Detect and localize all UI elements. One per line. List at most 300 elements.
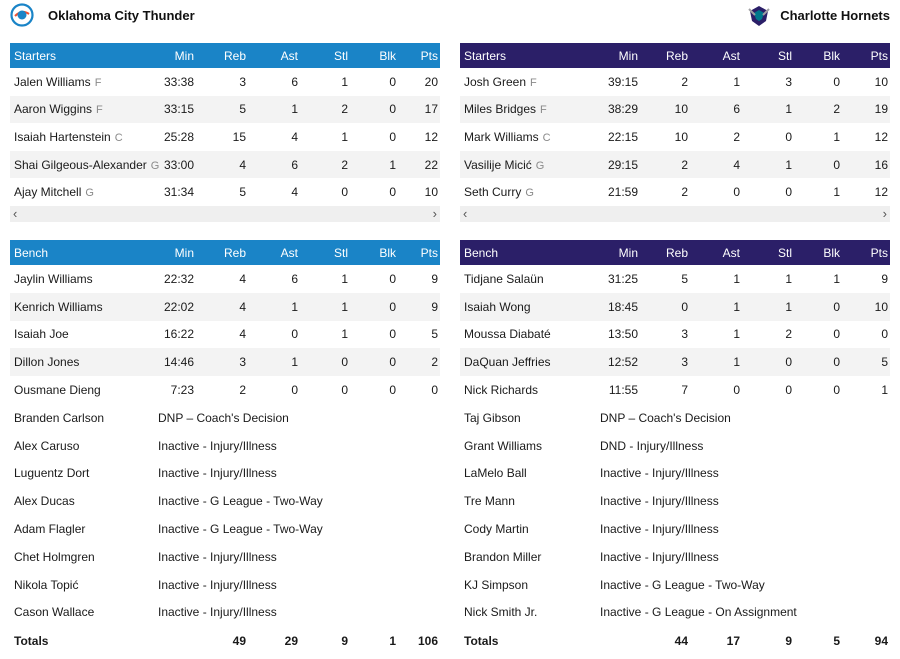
inactive-status: Inactive - Injury/Illness [158, 571, 440, 599]
stat-pts: 19 [842, 96, 890, 124]
player-name[interactable]: Isaiah Joe [14, 327, 69, 342]
inactive-player-row[interactable] [460, 543, 890, 571]
stat-stl: 0 [785, 383, 792, 398]
thunder-logo-icon [10, 3, 34, 27]
stat-ast: 1 [690, 293, 742, 321]
stat-min: 21:59 [607, 185, 638, 200]
player-name[interactable]: LaMelo Ball [464, 466, 527, 481]
player-cell [10, 178, 158, 206]
inactive-status: DNP – Coach's Decision [600, 404, 890, 432]
player-cell [460, 96, 600, 124]
stat-blk: 0 [350, 293, 398, 321]
player-row[interactable] [10, 293, 440, 321]
column-header-blk[interactable]: Blk [794, 43, 842, 68]
player-position: C [114, 131, 123, 144]
player-cell [10, 123, 158, 151]
stat-pts: 12 [874, 185, 888, 200]
player-cell [10, 348, 158, 376]
column-header-ast[interactable]: Ast [248, 240, 300, 265]
player-cell [10, 460, 158, 488]
column-header-blk[interactable]: Blk [350, 43, 398, 68]
player-cell [10, 68, 158, 96]
player-name[interactable]: Vasilije Micić [464, 157, 532, 172]
player-cell [10, 265, 158, 293]
stat-min: 14:46 [158, 348, 196, 376]
inactive-player-row[interactable] [460, 404, 890, 432]
stat-reb: 3 [196, 348, 248, 376]
player-name[interactable]: Ousmane Dieng [14, 383, 101, 398]
stat-ast: 1 [248, 293, 300, 321]
player-cell [10, 293, 158, 321]
player-row[interactable] [10, 96, 440, 124]
inactive-player-row[interactable] [10, 460, 440, 488]
stat-ast: 1 [690, 348, 742, 376]
player-position: C [542, 131, 551, 144]
column-header-ast[interactable]: Ast [690, 240, 742, 265]
player-cell [460, 599, 600, 627]
stat-pts: 10 [874, 74, 888, 89]
total-pts: 94 [874, 633, 888, 648]
stat-blk: 0 [833, 383, 840, 398]
total-reb: 49 [232, 633, 246, 648]
player-name[interactable]: Jalen Williams [14, 74, 91, 89]
stat-min: 38:29 [600, 96, 640, 124]
stat-pts: 0 [431, 383, 438, 398]
stat-blk: 0 [833, 327, 840, 342]
stat-reb: 10 [674, 129, 688, 144]
stat-reb: 4 [196, 293, 248, 321]
inactive-player-row[interactable] [10, 543, 440, 571]
player-name[interactable]: DaQuan Jeffries [464, 355, 551, 370]
player-row[interactable] [460, 376, 890, 404]
cha-bench-panel [460, 240, 890, 655]
totals-label: Totals [464, 633, 499, 648]
stat-blk: 0 [389, 129, 396, 144]
inactive-status: Inactive - Injury/Illness [158, 543, 440, 571]
stat-min: 33:15 [158, 96, 196, 124]
player-name[interactable]: Seth Curry [464, 185, 522, 200]
stat-pts: 5 [842, 348, 890, 376]
column-header-pts[interactable]: Pts [398, 240, 440, 265]
stat-stl: 0 [341, 383, 348, 398]
stat-blk: 0 [389, 74, 396, 89]
inactive-status: Inactive - G League - On Assignment [600, 599, 890, 627]
stat-ast: 0 [291, 383, 298, 398]
cha-team-name: Charlotte Hornets [780, 7, 890, 23]
column-header-reb[interactable]: Reb [196, 43, 248, 68]
stat-min: 25:28 [163, 129, 194, 144]
total-min [600, 626, 640, 655]
column-header-ast[interactable]: Ast [690, 43, 742, 68]
stat-ast: 4 [291, 129, 298, 144]
column-header-reb[interactable]: Reb [196, 240, 248, 265]
player-name[interactable]: Nick Richards [464, 383, 539, 398]
stat-min: 39:15 [607, 74, 638, 89]
player-name[interactable]: Cody Martin [464, 522, 529, 537]
stat-min: 16:22 [163, 327, 194, 342]
column-header-reb[interactable]: Reb [640, 43, 690, 68]
inactive-player-row[interactable] [10, 515, 440, 543]
player-cell [460, 68, 600, 96]
total-blk: 5 [833, 633, 840, 648]
player-name[interactable]: Adam Flagler [14, 522, 86, 537]
stat-ast: 2 [733, 129, 740, 144]
player-row[interactable] [460, 321, 890, 349]
stat-blk: 0 [794, 151, 842, 179]
player-cell [460, 571, 600, 599]
stat-pts: 0 [881, 327, 888, 342]
total-ast: 29 [284, 633, 298, 648]
stat-reb: 2 [681, 74, 688, 89]
stat-ast: 1 [733, 74, 740, 89]
stat-reb: 2 [681, 185, 688, 200]
stat-blk: 1 [350, 151, 398, 179]
table-header-row [460, 43, 890, 68]
stat-ast: 1 [733, 271, 740, 286]
player-name[interactable]: Nikola Topić [14, 577, 79, 592]
player-position: G [535, 159, 545, 172]
player-position: F [530, 76, 537, 89]
inactive-status: DND - Injury/Illness [600, 432, 890, 460]
stat-reb: 4 [196, 151, 248, 179]
player-position: F [94, 76, 102, 89]
stat-ast: 1 [248, 96, 300, 124]
stat-blk: 0 [833, 74, 840, 89]
player-cell [10, 543, 158, 571]
stat-ast: 0 [733, 383, 740, 398]
total-stl: 9 [785, 633, 792, 648]
stat-min: 22:32 [163, 271, 194, 286]
player-row[interactable] [10, 376, 440, 404]
stat-stl: 0 [341, 185, 348, 200]
player-position: F [96, 104, 103, 117]
stat-stl: 1 [341, 327, 348, 342]
stat-reb: 15 [232, 129, 246, 144]
inactive-status: Inactive - G League - Two-Way [158, 487, 440, 515]
column-header-blk[interactable]: Blk [350, 240, 398, 265]
okc-team-header[interactable] [10, 0, 195, 30]
stat-stl: 1 [785, 271, 792, 286]
inactive-player-row[interactable] [10, 571, 440, 599]
total-ast: 17 [726, 633, 740, 648]
column-header-stl[interactable]: Stl [300, 43, 350, 68]
total-blk: 1 [389, 633, 396, 648]
player-cell [460, 487, 600, 515]
player-row[interactable] [460, 178, 890, 206]
player-cell [460, 151, 600, 179]
player-cell [460, 178, 600, 206]
player-name[interactable]: Kenrich Williams [14, 299, 103, 314]
player-row[interactable] [10, 123, 440, 151]
cha-team-header[interactable] [746, 0, 890, 30]
table-header-row [10, 43, 440, 68]
stat-reb: 2 [640, 151, 690, 179]
inactive-player-row[interactable] [10, 599, 440, 627]
stat-reb: 5 [239, 185, 246, 200]
stat-reb: 4 [239, 271, 246, 286]
inactive-status: Inactive - G League - Two-Way [600, 571, 890, 599]
cha-starters-table [460, 43, 890, 206]
player-row[interactable] [460, 68, 890, 96]
player-row[interactable] [460, 293, 890, 321]
okc-starters-scrollbar[interactable] [10, 206, 440, 222]
column-header-reb[interactable]: Reb [640, 240, 690, 265]
total-pts: 106 [417, 633, 438, 648]
scroll-right-icon[interactable]: › [432, 205, 437, 221]
cha-starters-panel [460, 43, 890, 222]
player-cell [460, 348, 600, 376]
section-label: Bench [10, 240, 158, 265]
player-position: G [150, 159, 160, 172]
inactive-status: Inactive - Injury/Illness [158, 432, 440, 460]
inactive-player-row[interactable] [10, 404, 440, 432]
stat-min: 7:23 [170, 383, 194, 398]
column-header-stl[interactable]: Stl [742, 240, 794, 265]
column-header-stl[interactable]: Stl [742, 43, 794, 68]
stat-blk: 1 [833, 271, 840, 286]
player-name[interactable]: Shai Gilgeous-Alexander [14, 157, 147, 172]
player-cell [460, 293, 600, 321]
scroll-right-icon[interactable]: › [882, 205, 887, 221]
stat-ast: 0 [733, 185, 740, 200]
stat-reb: 7 [681, 383, 688, 398]
column-header-stl[interactable]: Stl [300, 240, 350, 265]
stat-pts: 9 [398, 293, 440, 321]
player-cell [460, 321, 600, 349]
stat-reb: 5 [196, 96, 248, 124]
scroll-left-icon[interactable]: ‹ [13, 205, 18, 221]
totals-label: Totals [14, 633, 49, 648]
section-label: Bench [460, 240, 600, 265]
okc-bench-table [10, 240, 440, 655]
stat-min: 29:15 [600, 151, 640, 179]
stat-blk: 2 [794, 96, 842, 124]
player-name[interactable]: Tre Mann [464, 494, 515, 509]
player-cell [10, 96, 158, 124]
stat-pts: 20 [424, 74, 438, 89]
stat-pts: 10 [424, 185, 438, 200]
player-cell [460, 404, 600, 432]
okc-team-name: Oklahoma City Thunder [48, 7, 195, 23]
player-name[interactable]: Alex Ducas [14, 494, 75, 509]
stat-stl: 1 [341, 271, 348, 286]
player-name[interactable]: Ajay Mitchell [14, 185, 82, 200]
player-cell [10, 151, 158, 179]
player-name[interactable]: Isaiah Hartenstein [14, 129, 111, 144]
stat-stl: 0 [742, 348, 794, 376]
player-cell [460, 376, 600, 404]
stat-ast: 6 [291, 74, 298, 89]
player-position: G [525, 187, 534, 200]
player-name[interactable]: Cason Wallace [14, 605, 95, 620]
player-row[interactable] [10, 151, 440, 179]
stat-reb: 3 [681, 327, 688, 342]
player-row[interactable] [10, 68, 440, 96]
inactive-status: Inactive - Injury/Illness [158, 460, 440, 488]
player-name[interactable]: Isaiah Wong [464, 299, 531, 314]
inactive-status: DNP – Coach's Decision [158, 404, 440, 432]
stat-blk: 1 [833, 185, 840, 200]
inactive-status: Inactive - Injury/Illness [600, 460, 890, 488]
stat-pts: 22 [398, 151, 440, 179]
stat-min: 11:55 [608, 383, 638, 398]
player-cell [460, 460, 600, 488]
player-cell [10, 321, 158, 349]
player-row[interactable] [10, 348, 440, 376]
stat-stl: 2 [300, 151, 350, 179]
column-header-blk[interactable]: Blk [794, 240, 842, 265]
player-row[interactable] [460, 348, 890, 376]
stat-stl: 0 [785, 185, 792, 200]
inactive-player-row[interactable] [460, 487, 890, 515]
scroll-left-icon[interactable]: ‹ [463, 205, 468, 221]
stat-min: 13:50 [607, 327, 638, 342]
column-header-pts[interactable]: Pts [842, 43, 890, 68]
column-header-ast[interactable]: Ast [248, 43, 300, 68]
player-name[interactable]: Grant Williams [464, 438, 543, 453]
stat-stl: 3 [785, 74, 792, 89]
player-name[interactable]: Branden Carlson [14, 410, 105, 425]
column-header-min[interactable]: Min [600, 240, 640, 265]
stat-blk: 0 [350, 96, 398, 124]
stat-min: 31:34 [163, 185, 194, 200]
stat-blk: 0 [794, 293, 842, 321]
stat-min: 33:38 [163, 74, 194, 89]
player-name[interactable]: Alex Caruso [14, 438, 80, 453]
player-cell [10, 432, 158, 460]
stat-blk: 1 [833, 129, 840, 144]
player-row[interactable] [10, 265, 440, 293]
stat-ast: 6 [248, 151, 300, 179]
okc-starters-table [10, 43, 440, 206]
stat-pts: 5 [431, 327, 438, 342]
stat-min: 18:45 [600, 293, 640, 321]
stat-reb: 5 [681, 271, 688, 286]
stat-pts: 16 [842, 151, 890, 179]
player-name[interactable]: Mark Williams [464, 129, 539, 144]
player-cell [10, 571, 158, 599]
stat-reb: 0 [640, 293, 690, 321]
stat-reb: 3 [640, 348, 690, 376]
section-label: Starters [460, 43, 600, 68]
player-row[interactable] [10, 321, 440, 349]
stat-min: 31:25 [607, 271, 638, 286]
stat-blk: 0 [389, 383, 396, 398]
stat-ast: 1 [733, 327, 740, 342]
player-name[interactable]: Josh Green [464, 74, 527, 89]
inactive-player-row[interactable] [10, 487, 440, 515]
stat-min: 22:02 [158, 293, 196, 321]
stat-ast: 4 [690, 151, 742, 179]
total-reb: 44 [674, 633, 688, 648]
inactive-player-row[interactable] [460, 460, 890, 488]
stat-min: 12:52 [600, 348, 640, 376]
stat-stl: 0 [300, 348, 350, 376]
inactive-player-row[interactable] [460, 432, 890, 460]
player-cell [460, 543, 600, 571]
player-name[interactable]: Aaron Wiggins [14, 102, 93, 117]
stat-blk: 0 [389, 327, 396, 342]
inactive-status: Inactive - Injury/Illness [600, 543, 890, 571]
player-name[interactable]: KJ Simpson [464, 577, 529, 592]
column-header-min[interactable]: Min [158, 43, 196, 68]
player-row[interactable] [460, 123, 890, 151]
player-cell [10, 515, 158, 543]
player-row[interactable] [460, 151, 890, 179]
okc-starters-panel [10, 43, 440, 222]
stat-pts: 12 [424, 129, 438, 144]
totals-row [10, 626, 440, 655]
player-name[interactable]: Chet Holmgren [14, 549, 95, 564]
inactive-player-row[interactable] [460, 599, 890, 627]
player-cell [460, 515, 600, 543]
inactive-player-row[interactable] [460, 515, 890, 543]
stat-ast: 1 [248, 348, 300, 376]
table-header-row [460, 240, 890, 265]
player-name[interactable]: Jaylin Williams [14, 271, 93, 286]
player-name[interactable]: Luguentz Dort [14, 466, 90, 481]
player-row[interactable] [460, 265, 890, 293]
hornets-logo-icon [746, 3, 770, 27]
player-row[interactable] [10, 178, 440, 206]
column-header-min[interactable]: Min [158, 240, 196, 265]
player-cell [460, 432, 600, 460]
table-header-row [10, 240, 440, 265]
player-name[interactable]: Taj Gibson [464, 410, 521, 425]
stat-blk: 0 [389, 185, 396, 200]
total-min [158, 626, 196, 655]
player-cell [10, 404, 158, 432]
inactive-status: Inactive - Injury/Illness [158, 599, 440, 627]
player-position: F [540, 104, 547, 117]
column-header-pts[interactable]: Pts [398, 43, 440, 68]
stat-blk: 0 [389, 271, 396, 286]
stat-pts: 9 [431, 271, 438, 286]
player-name[interactable]: Dillon Jones [14, 355, 80, 370]
stat-pts: 10 [842, 293, 890, 321]
stat-pts: 2 [398, 348, 440, 376]
section-label: Starters [10, 43, 158, 68]
column-header-pts[interactable]: Pts [842, 240, 890, 265]
stat-stl: 0 [785, 129, 792, 144]
stat-stl: 1 [300, 293, 350, 321]
stat-pts: 1 [881, 383, 888, 398]
column-header-min[interactable]: Min [600, 43, 640, 68]
player-name[interactable]: Miles Bridges [464, 102, 537, 117]
player-position: G [85, 187, 94, 200]
player-name[interactable]: Brandon Miller [464, 549, 542, 564]
stat-reb: 10 [640, 96, 690, 124]
stat-stl: 1 [742, 96, 794, 124]
stat-ast: 6 [690, 96, 742, 124]
cha-starters-scrollbar[interactable] [460, 206, 890, 222]
player-name[interactable]: Moussa Diabaté [464, 327, 551, 342]
player-row[interactable] [460, 96, 890, 124]
player-cell [10, 487, 158, 515]
inactive-player-row[interactable] [460, 571, 890, 599]
stat-reb: 3 [239, 74, 246, 89]
total-stl: 9 [341, 633, 348, 648]
stat-pts: 12 [874, 129, 888, 144]
stat-min: 33:00 [158, 151, 196, 179]
inactive-player-row[interactable] [10, 432, 440, 460]
player-cell [460, 123, 600, 151]
stat-pts: 9 [881, 271, 888, 286]
player-name[interactable]: Tidjane Salaün [464, 271, 544, 286]
okc-bench-panel [10, 240, 440, 655]
stat-stl: 1 [742, 151, 794, 179]
player-name[interactable]: Nick Smith Jr. [464, 605, 538, 620]
